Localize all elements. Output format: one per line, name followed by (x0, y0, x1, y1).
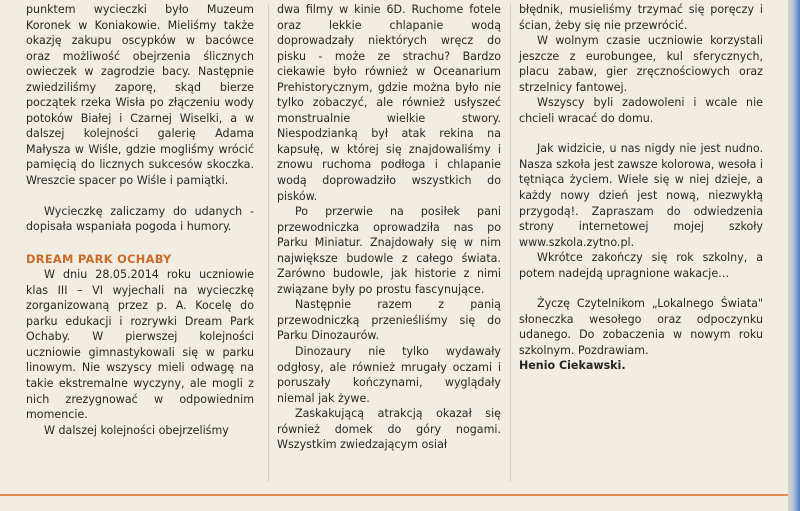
author-signature: Henio Ciekawski. (519, 359, 626, 373)
paragraph: Dinozaury nie tylko wydawały odgłosy, ale również mrugały oczami i poruszały kończynami, wyglądały niemal jak żywe. (277, 345, 501, 405)
text-column-3 (519, 2, 763, 374)
paragraph: W wolnym czasie uczniowie korzystali jeszcze z eurobungee, kul sferycznych, placu zabaw, gier zręcznościowych oraz strzelnicy fantowej. (519, 34, 763, 94)
paragraph: Wycieczkę zaliczamy do udanych - dopisała wspaniała pogoda i humory. (26, 204, 254, 234)
column-divider (510, 4, 511, 482)
section-heading: DREAM PARK OCHABY (26, 251, 172, 266)
paragraph: dwa filmy w kinie 6D. Ruchome fotele oraz lekkie chlapanie wodą doprowadzały niektórych wręcz do pisku - może ze strachu? Bardzo ciekawie było również w Oceanarium Prehistorycznym, gdzie można było nie tylko zobaczyć, ale również usłyszeć monstrualnie wielkie stwory. Niespodzianką był atak rekina na kapsułę, w której się znajdowaliśmy i znowu ruchoma podłoga i chlapanie wodą doprowadziło wszystkich do pisków. (277, 3, 501, 203)
paragraph: Jak widzicie, u nas nigdy nie jest nudno. Nasza szkoła jest zawsze kolorowa, wesoła i tętniąca życiem. Wiele się w niej dzieje, a każdy nowy dzień jest nową, niezwykłą przygodą!. Zapraszam do odwiedzenia strony internetowej mojej szkoły www.szkola.zytno.pl. (519, 142, 763, 249)
paragraph: Po przerwie na posiłek pani przewodniczka oprowadziła nas po Parku Miniatur. Znajdowały się w nim największe budowle z całego świata. Zarówno budowle, jak historie z nimi związane były po prostu fascynujące. (277, 205, 501, 296)
paragraph: Życzę Czytelnikom „Lokalnego Świata" słoneczka wesołego oraz odpoczynku udanego. Do zobaczenia w nowym roku szkolnym. Pozdrawiam. (519, 297, 763, 357)
paragraph: Wkrótce zakończy się rok szkolny, a potem nadejdą upragnione wakacje… (519, 251, 763, 280)
paragraph: Wszyscy byli zadowoleni i wcale nie chcieli wracać do domu. (519, 96, 763, 125)
paragraph: punktem wycieczki było Muzeum Koronek w Koniakowie. Mieliśmy także okazję zakupu oscypków w bacówce oraz możliwość obejrzenia ślicznych owieczek w zagrodzie bacy. Następnie zwiedziliśmy zaporę, skąd bierze początek rzeka Wisła po złączeniu wody potoków Białej i Czarnej Wiselki, a w dalszej kolejności galerię Adama Małysza w Wiśle, gdzie mogliśmy wrócić pamięcią do licznych sukcesów skoczka. Wreszcie spacer po Wiśle i pamiątki. (26, 3, 254, 188)
paragraph: Zaskakującą atrakcją okazał się również domek do góry nogami. Wszystkim zwiedzającym osiał (277, 407, 501, 452)
column-divider (268, 4, 269, 482)
text-column-2 (277, 2, 501, 453)
page-edge (788, 0, 800, 511)
text-column-1 (26, 2, 254, 438)
paragraph: W dniu 28.05.2014 roku uczniowie klas III – VI wyjechali na wycieczkę zorganizowaną przez p. A. Kocelę do parku edukacji i rozrywki Dream Park Ochaby. W pierwszej kolejności uczniowie gimnastykowali się w parku linowym. Nie wszyscy mieli odwagę na takie ekstremalne wyczyny, ale mogli z nich zrezygnować w odpowiednim momencie. (26, 268, 254, 422)
paragraph: W dalszej kolejności obejrzeliśmy (44, 423, 229, 437)
paragraph: Następnie razem z panią przewodniczką przenieśliśmy się do Parku Dinozaurów. (277, 298, 501, 343)
paragraph: błędnik, musieliśmy trzymać się poręczy i ścian, żeby się nie przewrócić. (519, 3, 763, 32)
bottom-rule (0, 494, 788, 496)
